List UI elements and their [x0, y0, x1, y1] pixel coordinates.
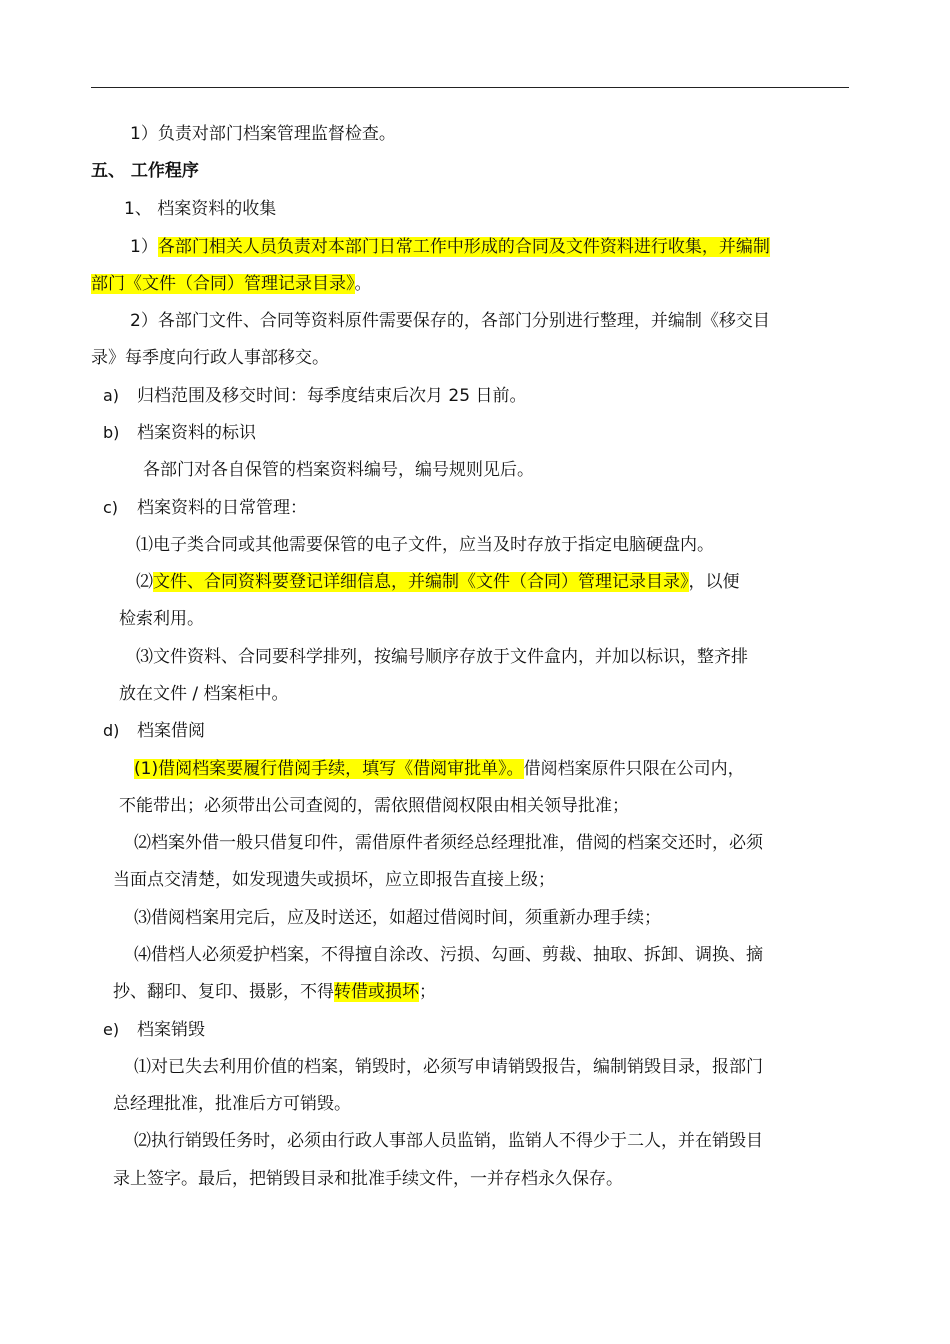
collection-para-1-line-1: 1）各部门相关人员负责对本部门日常工作中形成的合同及文件资料进行收集，并编制: [130, 237, 770, 257]
highlight: 文件、合同资料要登记详细信息，并编制《文件（合同）管理记录目录》: [153, 572, 689, 592]
item-label-b: b): [103, 423, 120, 442]
header-rule: [91, 87, 849, 88]
item-d-sub-3: ⑶借阅档案用完后，应及时送还，如超过借阅时间，须重新办理手续；: [134, 908, 661, 928]
item-d-sub-1-line-2: 不能带出；必须带出公司查阅的，需依照借阅权限由相关领导批准；: [119, 796, 629, 816]
item-d-sub-2-line-1: ⑵档案外借一般只借复印件，需借原件者须经总经理批准，借阅的档案交还时，必须: [134, 833, 763, 853]
item-b-body: 各部门对各自保管的档案资料编号，编号规则见后。: [143, 460, 534, 480]
item-c-sub-1: ⑴电子类合同或其他需要保管的电子文件，应当及时存放于指定电脑硬盘内。: [136, 535, 714, 555]
item-label-e: e): [103, 1020, 120, 1039]
responsibility-item-1: 1）负责对部门档案管理监督检查。: [130, 124, 396, 144]
item-e-sub-1-line-2: 总经理批准，批准后方可销毁。: [113, 1094, 351, 1114]
collection-para-2-line-1: 2）各部门文件、合同等资料原件需要保存的，各部门分别进行整理，并编制《移交目: [130, 311, 770, 331]
item-label-c: c): [103, 498, 119, 517]
highlight: 部门《文件（合同）管理记录目录》: [91, 274, 355, 294]
subheading-collection: 1、 档案资料的收集: [124, 199, 277, 219]
item-b-text: 档案资料的标识: [137, 423, 256, 443]
item-d-text: 档案借阅: [137, 721, 205, 741]
section-heading-procedure: 五、 工作程序: [91, 161, 199, 181]
collection-para-1-line-2: 部门《文件（合同）管理记录目录》。: [91, 274, 372, 294]
item-d-sub-1-line-1: (1)借阅档案要履行借阅手续，填写《借阅审批单》。借阅档案原件只限在公司内，: [134, 759, 745, 779]
item-c-sub-3-line-2: 放在文件 / 档案柜中。: [119, 684, 289, 704]
item-label-d: d): [103, 721, 120, 740]
item-e-sub-2-line-1: ⑵执行销毁任务时，必须由行政人事部人员监销，监销人不得少于二人，并在销毁目: [134, 1131, 763, 1151]
item-e-sub-1-line-1: ⑴对已失去利用价值的档案，销毁时，必须写申请销毁报告，编制销毁目录，报部门: [134, 1057, 763, 1077]
item-c-sub-2-line-1: ⑵文件、合同资料要登记详细信息，并编制《文件（合同）管理记录目录》，以便: [136, 572, 740, 592]
item-d-sub-4-line-2: 抄、翻印、复印、摄影，不得转借或损坏；: [113, 982, 436, 1002]
collection-para-2-line-2: 录》每季度向行政人事部移交。: [91, 348, 329, 368]
item-d-sub-4-line-1: ⑷借档人必须爱护档案，不得擅自涂改、污损、勾画、剪裁、抽取、拆卸、调换、摘: [134, 945, 763, 965]
item-c-sub-2-line-2: 检索利用。: [119, 609, 204, 629]
item-d-sub-2-line-2: 当面点交清楚，如发现遗失或损坏，应立即报告直接上级；: [113, 870, 555, 890]
highlight: (1)借阅档案要履行借阅手续，填写《借阅审批单》。: [134, 759, 524, 779]
item-e-text: 档案销毁: [137, 1020, 205, 1040]
item-a-text: 归档范围及移交时间：每季度结束后次月 25 日前。: [137, 386, 527, 406]
item-e-sub-2-line-2: 录上签字。最后，把销毁目录和批准手续文件，一并存档永久保存。: [113, 1169, 623, 1189]
item-c-sub-3-line-1: ⑶文件资料、合同要科学排列，按编号顺序存放于文件盒内，并加以标识，整齐排: [136, 647, 748, 667]
item-label-a: a): [103, 386, 120, 405]
item-c-text: 档案资料的日常管理：: [137, 498, 307, 518]
highlight: 各部门相关人员负责对本部门日常工作中形成的合同及文件资料进行收集，并编制: [157, 237, 770, 257]
highlight: 转借或损坏: [334, 982, 419, 1002]
